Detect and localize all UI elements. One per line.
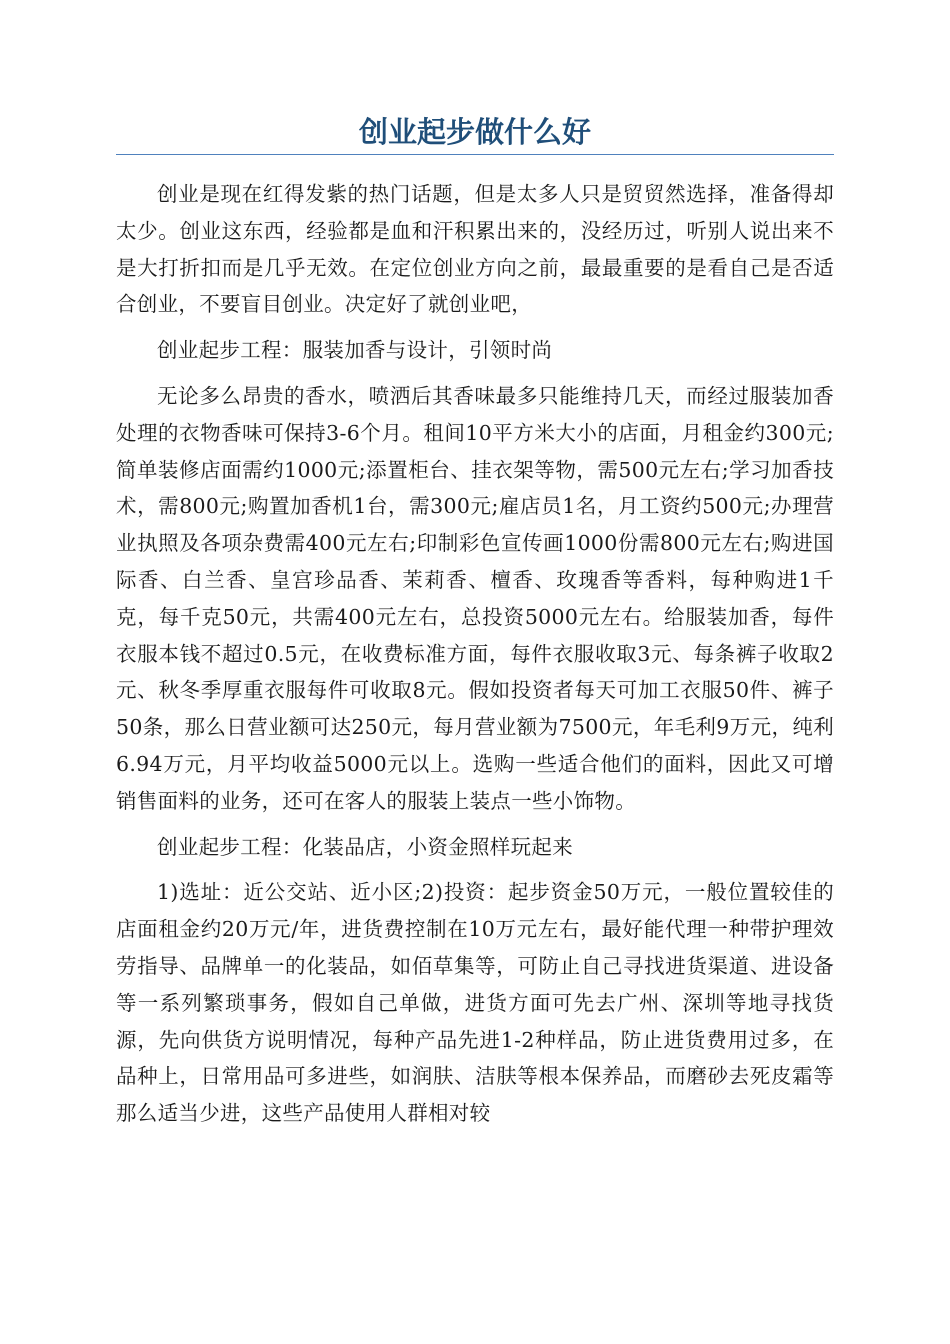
paragraph-cosmetics-store: 1)选址：近公交站、近小区;2)投资：起步资金50万元，一般位置较佳的店面租金约20万元/年，进货费控制在10万元左右，最好能代理一种带护理效劳指导、品牌单一的化装品，如佰草集等，可防止自己寻找进货渠道、进设备等一系列繁琐事务，假如自己单做，进货方面可先去广州、深圳等地寻找货源，先向供货方说明情况，每种产品先进1-2种样品，防止进货费用过多，在品种上，日常用品可多进些，如润肤、洁肤等根本保养品，而磨砂去死皮霜等那么适当少进，这些产品使用人群相对较 [116,880,834,1126]
document-title: 创业起步做什么好 [358,115,591,149]
paragraph-intro: 创业是现在红得发紫的热门话题，但是太多人只是贸贸然选择，准备得却太少。创业这东西，经验都是血和汗积累出来的，没经历过，听别人说出来不是大打折扣而是几乎无效。在定位创业方向之前，最最重要的是看自己是否适合创业，不要盲目创业。决定好了就创业吧， [116,182,834,317]
title-underline [116,154,834,155]
paragraph-heading-clothing-fragrance: 创业起步工程：服装加香与设计，引领时尚 [157,338,553,363]
paragraph-clothing-fragrance: 无论多么昂贵的香水，喷洒后其香味最多只能维持几天，而经过服装加香处理的衣物香味可保持3-6个月。租间10平方米大小的店面，月租金约300元;简单装修店面需约1000元;添置柜台、挂衣架等物，需500元左右;学习加香技术，需800元;购置加香机1台，需300元;雇店员1名，月工资约500元;办理营业执照及各项杂费需400元左右;印制彩色宣传画1000份需800元左右;购进国际香、白兰香、皇宫珍品香、茉莉香、檀香、玫瑰香等香料，每种购进1千克，每千克50元，共需400元左右，总投资5000元左右。给服装加香，每件衣服本钱不超过0.5元，在收费标准方面，每件衣服收取3元、每条裤子收取2元、秋冬季厚重衣服每件可收取8元。假如投资者每天可加工衣服50件、裤子50条，那么日营业额可达250元，每月营业额为7500元，年毛利9万元，纯利6.94万元，月平均收益5000元以上。选购一些适合他们的面料，因此又可增销售面料的业务，还可在客人的服装上装点一些小饰物。 [116,383,834,813]
document-body [116,176,834,1141]
paragraph-heading-cosmetics-store: 创业起步工程：化装品店，小资金照样玩起来 [157,834,573,859]
